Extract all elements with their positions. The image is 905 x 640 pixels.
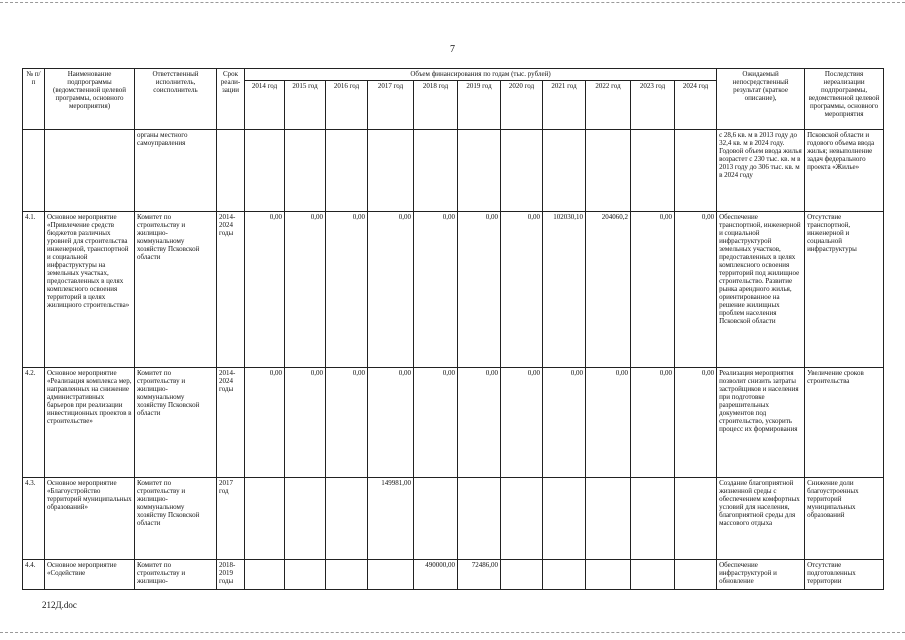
header-funding: Объем финансирования по годам (тыс. рублей) [245,69,717,81]
row-name: Основное мероприятие «Благоустройство территорий муниципальных образований» [45,478,135,560]
row-value [543,130,586,212]
row-result: Обеспечение инфраструктурой и обновление [717,560,805,590]
row-consequences: Отсутствие подготовленных территории [805,560,884,590]
row-term: 2017 год [217,478,245,560]
row-value [501,130,543,212]
financing-table [22,68,884,590]
row-value: 0,00 [245,212,285,368]
row-term: 2018-2019 годы [217,560,245,590]
header-name: Наименование подпрограммы (ведомственной целевой программы, основного мероприятия) [45,69,135,130]
scan-top-edge [0,2,905,3]
row-value [368,560,414,590]
table-row [23,130,884,212]
row-name [45,130,135,212]
row-value: 0,00 [245,368,285,478]
row-value [631,130,675,212]
table-row [23,478,884,560]
row-value [586,478,631,560]
row-responsible: Комитет по строительству и жилищно- [135,560,217,590]
row-responsible: Комитет по строительству и жилищно-коммунальному хозяйству Псковской области [135,478,217,560]
header-year: 2020 год [501,81,543,130]
row-value [414,130,458,212]
row-consequences: Отсутствие транспортной, инженерной и социальной инфраструктуры [805,212,884,368]
row-value: 204060,2 [586,212,631,368]
page-number: 7 [450,44,455,55]
row-value [631,560,675,590]
header-row-1 [23,69,884,81]
scan-bottom-edge [0,632,905,633]
row-name: Основное мероприятие «Реализация комплекса мер, направленных на снижение административных барьеров при реализации инвестиционных проектов в строительстве» [45,368,135,478]
row-value [586,560,631,590]
row-term: 2014-2024 годы [217,368,245,478]
row-value: 0,00 [414,212,458,368]
row-name: Основное мероприятие «Содействие [45,560,135,590]
row-value: 0,00 [543,368,586,478]
row-num: 4.1. [23,212,45,368]
row-value [245,478,285,560]
footer-filename: 212Д.doc [42,600,77,610]
row-name: Основное мероприятие «Привлечение средств бюджетов различных уровней для строительства инженерной, транспортной и социальной инфраструктуры на земельных участках, предоставленных в целях комплексного освоения территорий в целях жилищного строительства» [45,212,135,368]
row-value [326,560,368,590]
row-value [245,560,285,590]
row-result: Создание благоприятной жизненной среды с обеспечением комфортных условий для населения, благоприятной среды для массового отдыха [717,478,805,560]
row-num [23,130,45,212]
header-consequences: Последствия нереализации подпрограммы, ведомственной целевой программы, основного мероприятия [805,69,884,130]
row-value: 72486,00 [458,560,501,590]
row-consequences: Увеличение сроков строительства [805,368,884,478]
row-value [285,560,326,590]
header-year: 2018 год [414,81,458,130]
header-year: 2021 год [543,81,586,130]
header-year: 2015 год [285,81,326,130]
row-result: с 28,6 кв. м в 2013 году до 32,4 кв. м в 2024 году. Годовой объем ввода жилья возрастет с 230 тыс. кв. м в 2013 году до 306 тыс. кв. м в 2024 году [717,130,805,212]
header-responsible: Ответственный исполнитель, соисполнитель [135,69,217,130]
row-value: 0,00 [501,368,543,478]
table-row [23,560,884,590]
row-num: 4.2. [23,368,45,478]
row-result: Реализация мероприятия позволит снизить затраты застройщиков и населения при подготовке разрешительных документов под строительство, ускорить процесс их формирования [717,368,805,478]
row-value [501,560,543,590]
header-year: 2017 год [368,81,414,130]
row-responsible: органы местного самоуправления [135,130,217,212]
row-value: 0,00 [675,368,717,478]
row-value: 0,00 [458,212,501,368]
row-value [326,130,368,212]
row-value: 0,00 [326,368,368,478]
row-value: 0,00 [368,212,414,368]
row-value: 0,00 [501,212,543,368]
row-value [245,130,285,212]
row-value [675,560,717,590]
row-value: 149981,00 [368,478,414,560]
row-value: 0,00 [631,212,675,368]
row-value: 0,00 [675,212,717,368]
row-value [501,478,543,560]
row-value: 102030,10 [543,212,586,368]
row-value: 0,00 [631,368,675,478]
row-term: 2014-2024 годы [217,212,245,368]
header-year: 2023 год [631,81,675,130]
row-value: 0,00 [285,368,326,478]
table-row [23,368,884,478]
row-value [285,130,326,212]
row-value [675,478,717,560]
row-value [586,130,631,212]
header-year: 2014 год [245,81,285,130]
row-num: 4.3. [23,478,45,560]
row-value: 0,00 [285,212,326,368]
row-value [458,478,501,560]
header-result: Ожидаемый непосредственный результат (краткое описание), [717,69,805,130]
row-value [285,478,326,560]
header-year: 2024 год [675,81,717,130]
row-consequences: Снижение доли благоустроенных территорий муниципальных образований [805,478,884,560]
row-value [326,478,368,560]
header-year: 2019 год [458,81,501,130]
row-value: 0,00 [368,368,414,478]
row-num: 4.4. [23,560,45,590]
row-term [217,130,245,212]
header-year: 2022 год [586,81,631,130]
row-responsible: Комитет по строительству и жилищно-коммунальному хозяйству Псковской области [135,368,217,478]
row-value [543,478,586,560]
row-value [368,130,414,212]
header-year: 2016 год [326,81,368,130]
row-consequences: Псковской области и годового объема ввода жилья; невыполнение задач федерального проекта «Жилье» [805,130,884,212]
row-value: 0,00 [414,368,458,478]
row-value: 0,00 [326,212,368,368]
row-result: Обеспечение транспортной, инженерной и социальной инфраструктурой земельных участков, предоставленных в целях комплексного освоения территорий под жилищное строительство. Развитие рынка арендного жилья, ориентированное на решение жилищных проблем населения Псковской области [717,212,805,368]
row-value: 0,00 [458,368,501,478]
header-term: Срок реали-зации [217,69,245,130]
row-value [458,130,501,212]
row-value: 0,00 [586,368,631,478]
header-num: № п/п [23,69,45,130]
row-value [631,478,675,560]
row-value [675,130,717,212]
row-value [543,560,586,590]
row-value: 490000,00 [414,560,458,590]
row-value [414,478,458,560]
table-row [23,212,884,368]
row-responsible: Комитет по строительству и жилищно-коммунальному хозяйству Псковской области [135,212,217,368]
